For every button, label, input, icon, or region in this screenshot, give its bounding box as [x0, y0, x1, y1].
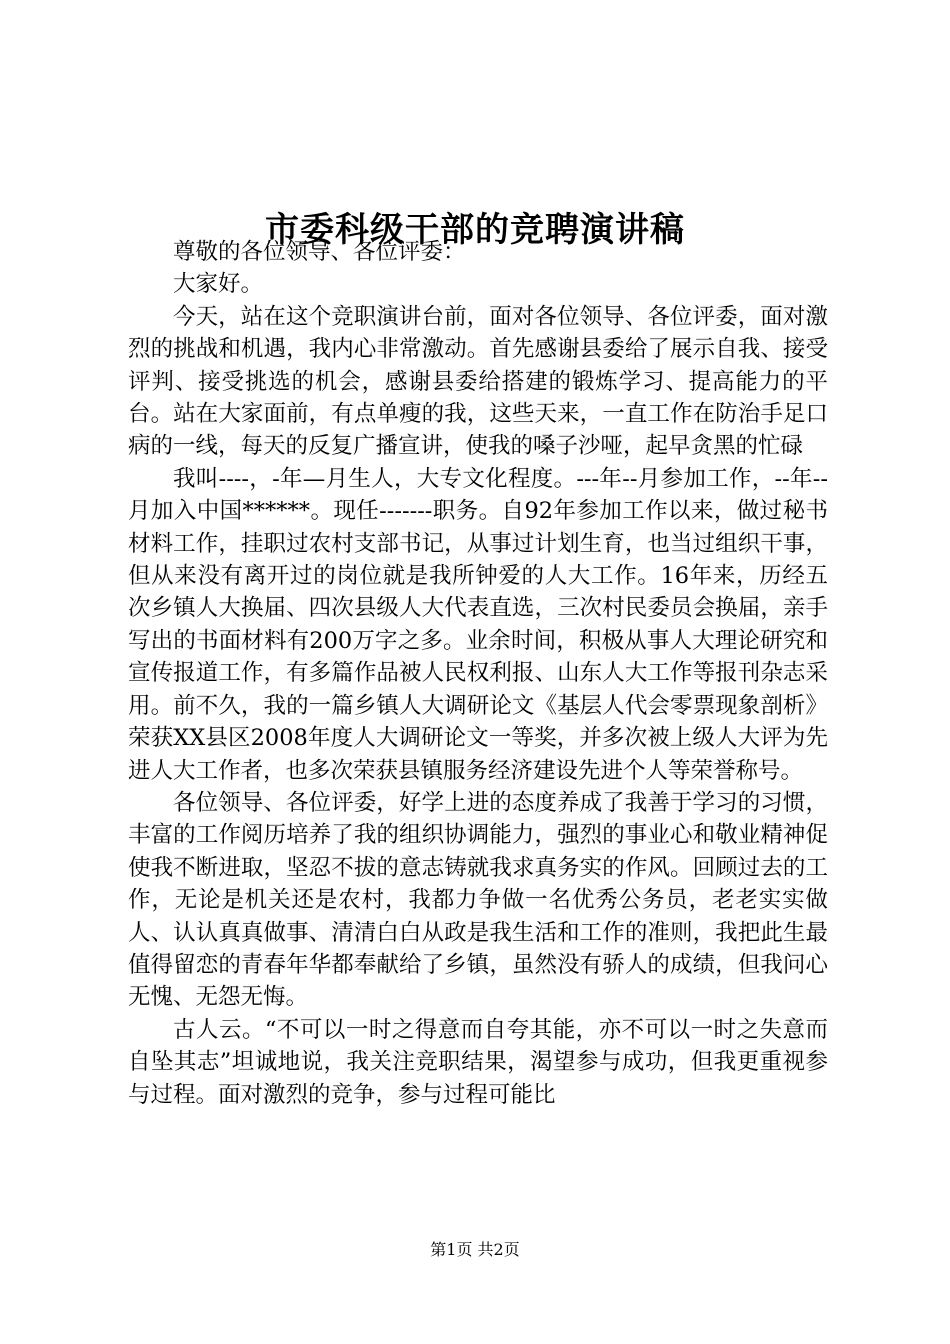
- paragraph-background: 我叫----，-年—月生人，大专文化程度。---年--月参加工作，--年--月加入中国******。现任-------职务。自92年参加工作以来，做过秘书材料工作，挂职过农村支部书记，从事过计划生育，也当过组织干事，但从来没有离开过的岗位就是我所钟爱的人大工作。16年来，历经五次乡镇人大换届、四次县级人大代表直选，三次村民委员会换届，亲手写出的书面材料有200万字之多。业余时间，积极从事人大理论研究和宣传报道工作，有多篇作品被人民权利报、山东人大工作等报刊杂志采用。前不久，我的一篇乡镇人大调研论文《基层人代会零票现象剖析》荣获XX县区2008年度人大调研论文一等奖，并多次被上级人大评为先进人大工作者，也多次荣获县镇服务经济建设先进个人等荣誉称号。: [128, 465, 828, 784]
- paragraph-attitude: 古人云。“不可以一时之得意而自夸其能，亦不可以一时之失意而自坠其志”坦诚地说，我关注竞职结果，渴望参与成功，但我更重视参与过程。面对激烈的竞争，参与过程可能比: [128, 1016, 828, 1108]
- document-body: [128, 236, 828, 1111]
- paragraph-intro: 今天，站在这个竞职演讲台前，面对各位领导、各位评委，面对激烈的挑战和机遇，我内心非常激动。首先感谢县委给了展示自我、接受评判、接受挑选的机会，感谢县委给搭建的锻炼学习、提高能力的平台。站在大家面前，有点单瘦的我，这些天来，一直工作在防治手足口病的一线，每天的反复广播宣讲，使我的嗓子沙哑，起早贪黑的忙碌: [128, 303, 828, 460]
- paragraph-qualities: 各位领导、各位评委，好学上进的态度养成了我善于学习的习惯，丰富的工作阅历培养了我的组织协调能力，强烈的事业心和敬业精神促使我不断进取，坚忍不拔的意志铸就我求真务实的作风。回顾过去的工作，无论是机关还是农村，我都力争做一名优秀公务员，老老实实做人、认认真真做事、清清白白从政是我生活和工作的准则，我把此生最值得留恋的青春年华都奉献给了乡镇，虽然没有骄人的成绩，但我问心无愧、无怨无悔。: [128, 789, 828, 1011]
- greeting: 大家好。: [173, 271, 264, 298]
- document-title: 市委科级干部的竞聘演讲稿: [265, 209, 685, 250]
- salutation: 尊敬的各位领导、各位评委：: [173, 239, 466, 265]
- page-footer: 第1页 共2页: [430, 1240, 520, 1259]
